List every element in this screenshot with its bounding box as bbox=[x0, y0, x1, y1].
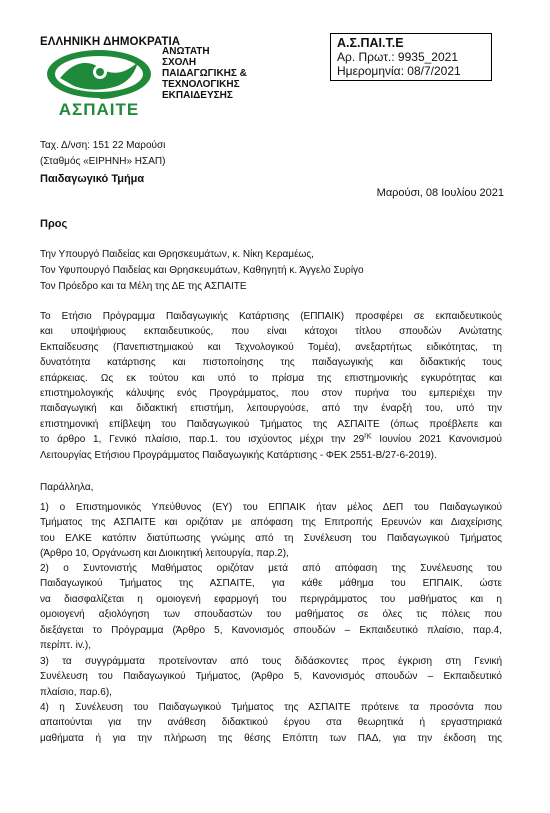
text-line: μαθήματα ή για την πλήρωση της θέσης Επόπτη των ΠΑΔ, για την έκδοση της bbox=[40, 732, 502, 744]
logo-emblem-icon bbox=[47, 50, 151, 98]
text-line: πλαίσιο, παρ.6), bbox=[40, 686, 112, 698]
text-line: του ΕΛΚΕ κατόπιν διατύπωσης γνώμης από τη Συνέλευση του Παιδαγωγικού Τμήματος bbox=[40, 532, 502, 544]
place-date: Μαρούσι, 08 Ιουλίου 2021 bbox=[376, 187, 504, 199]
stamp-date: Ημερομηνία: 08/7/2021 bbox=[337, 64, 461, 78]
text-line: επάρκειας. Ως εκ τούτου και υπό το πρίσμα της επιστημονικής εγκυρότητας και bbox=[40, 372, 502, 384]
item-2 bbox=[40, 561, 502, 653]
recipient-line: Τον Πρόεδρο και τα Μέλη της ΔΕ της ΑΣΠΑΙΤΕ bbox=[40, 281, 247, 292]
school-line: ΤΕΧΝΟΛΟΓΙΚΗΣ bbox=[162, 79, 240, 90]
text-line: να διασφαλίζεται η ομοιογενή εφαρμογή του περιγράμματος του μαθήματος και η bbox=[40, 593, 502, 605]
text-line: Εκπαίδευσης (Πανεπιστημιακού και Τεχνολογικού Τομέα), ανεξαρτήτως ειδικότητας, τη bbox=[40, 341, 502, 353]
address-line: Ταχ. Δ/νση: 151 22 Μαρούσι bbox=[40, 140, 166, 151]
text-line: επιστημονική επίβλεψη του Παιδαγωγικού Τμήματος της ΑΣΠΑΙΤΕ (όπως προέβλεπε και bbox=[40, 418, 502, 430]
text-line: περίπτ. iv.), bbox=[40, 640, 92, 652]
item-3 bbox=[40, 654, 502, 700]
logo-text: ΑΣΠΑΙΤΕ bbox=[58, 100, 140, 118]
text-line: 4) η Συνέλευση του Παιδαγωγικού Τμήματος της ΑΣΠΑΙΤΕ πρότεινε τα προσόντα που bbox=[40, 702, 502, 713]
text-line: 3) τα συγγράμματα προτείνονταν από τους διδάσκοντες προς έγκριση στη Γενική bbox=[40, 656, 502, 667]
superscript: ης bbox=[364, 432, 372, 440]
department-name: Παιδαγωγικό Τμήμα bbox=[40, 173, 145, 185]
stamp-org: Α.Σ.ΠΑΙ.Τ.Ε bbox=[337, 36, 404, 50]
school-line: ΠΑΙΔΑΓΩΓΙΚΗΣ & bbox=[162, 68, 247, 79]
recipient-line: Την Υπουργό Παιδείας και Θρησκευμάτων, κ. Νίκη Κεραμέως, bbox=[40, 249, 314, 260]
stamp-protocol-number: Αρ. Πρωτ.: 9935_2021 bbox=[337, 50, 458, 64]
text-line-with-superscript: το άρθρο 1, Γενικό πλαίσιο, παρ.1. του ισχύοντος μέχρι την $29^{\eta\varsigma}$ Ιουνίου 2021 Κανονισμού bbox=[40, 432, 502, 446]
item-1 bbox=[40, 500, 502, 562]
parallila-label: Παράλληλα, bbox=[40, 482, 94, 493]
protocol-stamp bbox=[330, 33, 492, 81]
school-name bbox=[162, 46, 247, 101]
text-line: Λειτουργίας Ετήσιου Προγράμματος Παιδαγωγικής Κατάρτισης - ΦΕΚ 2551-Β/27-6-2019). bbox=[40, 449, 437, 461]
text-line: παιδαγωγική και διδακτική επιστήμη, λειτουργούσε, από την έναρξή του, υπό την bbox=[40, 403, 502, 415]
text-line: διεξάγεται το Πρόγραμμα (Άρθρο 5, Κανονισμός σπουδών – Εκπαιδευτικό πλαίσιο, παρ.4, bbox=[40, 624, 502, 636]
text-line: και υποψήφιους εκπαιδευτικούς, που είναι κάτοχοι τίτλου σπουδών Ανώτατης bbox=[40, 326, 502, 338]
recipient-line: Τον Υφυπουργό Παιδείας και Θρησκευμάτων, Καθηγητή κ. Άγγελο Συρίγο bbox=[40, 265, 364, 276]
text-line: 1) ο Επιστημονικός Υπεύθυνος (ΕΥ) του ΕΠΠΑΙΚ ήταν μέλος ΔΕΠ του Παιδαγωγικού bbox=[40, 502, 502, 513]
text-line: Τμήματος της ΑΣΠΑΙΤΕ και οριζόταν με απόφαση της Επιτροπής Ερευνών και Διαχείρισης bbox=[40, 517, 502, 529]
text-line: Παιδαγωγικού Τμήματος της ΑΣΠΑΙΤΕ, για κάθε μάθημα του ΕΠΠΑΙΚ, ώστε bbox=[40, 578, 502, 590]
item-4 bbox=[40, 700, 502, 746]
text-line: (Άρθρο 10, Οργάνωση και Διοικητική λειτουργία, παρ.2), bbox=[40, 548, 289, 560]
school-line: ΑΝΩΤΑΤΗ bbox=[162, 46, 210, 57]
school-line: ΕΚΠΑΙΔΕΥΣΗΣ bbox=[162, 90, 233, 101]
country-heading: ΕΛΛΗΝΙΚΗ ΔΗΜΟΚΡΑΤΙΑ bbox=[40, 36, 181, 48]
text-line: απαιτούνται για την ανάθεση διδακτικού έργου στα θεωρητικά ή εργαστηριακά bbox=[40, 717, 502, 729]
school-line: ΣΧΟΛΗ bbox=[162, 57, 197, 68]
text-line: ομοιογενή αξιολόγηση των σπουδαστών του μαθήματος σε όλες τις πόλεις που bbox=[40, 609, 502, 621]
text-line: Συνέλευση του Παιδαγωγικού Τμήματος, (Άρθρο 5, Κανονισμός σπουδών – Εκπαιδευτικό bbox=[40, 671, 502, 683]
text-line: δυνατότητα κατάρτισης και πιστοποίησης της παιδαγωγικής και διδακτικής τους bbox=[40, 357, 502, 369]
text-line: 2) ο Συντονιστής Μαθήματος οριζόταν μετά από απόφαση της Συνέλευσης του bbox=[40, 563, 502, 574]
text-line: Το Ετήσιο Πρόγραμμα Παιδαγωγικής Κατάρτισης (ΕΠΠΑΙΚ) προσφέρει σε εκπαιδευτικούς bbox=[40, 311, 502, 322]
recipients-heading: Προς bbox=[40, 218, 68, 230]
address-station: (Σταθμός «ΕΙΡΗΝΗ» ΗΣΑΠ) bbox=[40, 156, 166, 167]
intro-paragraph bbox=[40, 309, 502, 463]
text-line: επιστημολογικής κάλυψης ενός Προγράμματος, που στον πυρήνα του εμπεριέχει την bbox=[40, 388, 502, 400]
aspaite-logo bbox=[40, 48, 158, 118]
